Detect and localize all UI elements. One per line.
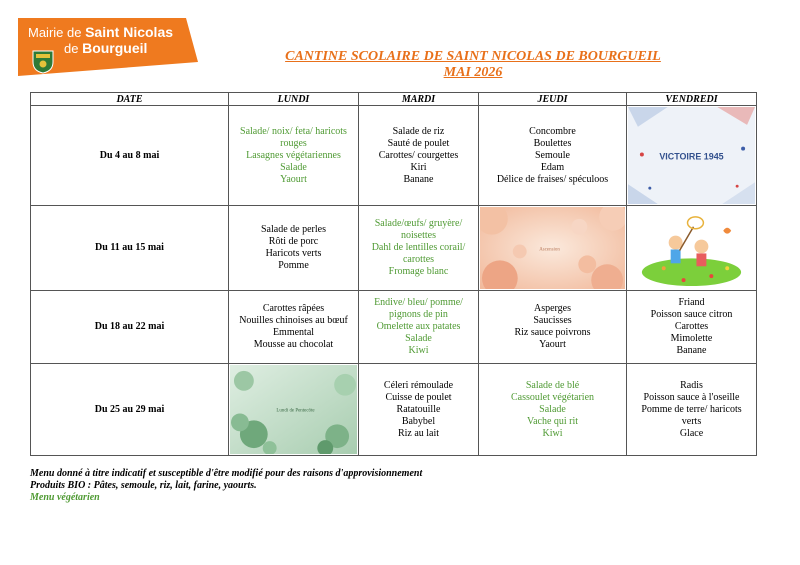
menu-item: rouges <box>280 137 307 149</box>
note-vegetarien: Menu végétarien <box>30 492 100 503</box>
menu-item: Salade <box>280 161 307 173</box>
menu-item: verts <box>681 415 702 427</box>
menu-item: carottes <box>402 254 435 265</box>
menu-item: Banane <box>676 345 707 356</box>
kids-image <box>627 206 757 291</box>
menu-item: Céleri rémoulade <box>383 379 454 391</box>
menu-cell-mardi <box>359 106 479 206</box>
menu-item: Saucisses <box>533 315 572 326</box>
header-mardi: MARDI <box>359 93 479 106</box>
table-row <box>31 364 757 456</box>
ascension-picture <box>480 207 625 289</box>
menu-item: Radis <box>680 379 703 391</box>
victoire-picture <box>628 107 755 204</box>
footer-notes <box>30 468 422 504</box>
week-date: Du 4 au 8 mai <box>31 106 229 206</box>
menu-cell-jeudi <box>479 364 627 456</box>
menu-cell-mardi <box>359 364 479 456</box>
victoire-caption: VICTOIRE 1945 <box>659 151 724 162</box>
menu-cell-lundi <box>229 291 359 364</box>
menu-item: Riz sauce poivrons <box>514 327 591 338</box>
menu-item: Boulettes <box>533 137 572 149</box>
menu-item: Poisson sauce à l'oseille <box>643 391 740 403</box>
menu-item: Salade/ noix/ feta/ haricots <box>240 125 347 137</box>
logo-line2-bold: Bourgueil <box>82 40 148 56</box>
menu-item: Mousse au chocolat <box>253 339 334 350</box>
logo-line2-prefix: de <box>64 41 79 56</box>
menu-item: Kiri <box>410 161 427 173</box>
ascension-caption: Ascension <box>539 247 560 253</box>
header-vendredi: VENDREDI <box>627 93 757 106</box>
menu-cell-lundi <box>229 206 359 291</box>
menu-cell-jeudi <box>479 106 627 206</box>
menu-item: Salade <box>405 333 432 344</box>
menu-item: Salade de blé <box>525 379 580 391</box>
menu-item: Endive/ bleu/ pomme/ <box>374 297 463 308</box>
menu-item: Sauté de poulet <box>387 137 450 149</box>
menu-item: noisettes <box>401 230 436 241</box>
menu-item: Salade de riz <box>392 125 445 137</box>
ascension-image <box>479 206 627 291</box>
menu-cell-vendredi <box>627 364 757 456</box>
menu-item: Riz au lait <box>397 427 440 439</box>
menu-table <box>30 92 757 456</box>
crest-icon <box>32 50 54 74</box>
menu-cell-mardi <box>359 291 479 364</box>
menu-item: Salade <box>539 403 566 415</box>
menu-item: Cuisse de poulet <box>385 391 452 403</box>
menu-item: Glace <box>679 427 704 439</box>
menu-item: Mimolette <box>670 333 713 344</box>
menu-item: Vache qui rit <box>526 415 579 427</box>
menu-item: Pomme <box>278 260 309 271</box>
week-date: Du 18 au 22 mai <box>31 291 229 364</box>
menu-item: Concombre <box>529 125 576 137</box>
menu-item: Kiwi <box>408 345 429 356</box>
table-row <box>31 206 757 291</box>
table-header-row <box>31 93 757 106</box>
menu-item: Dahl de lentilles corail/ <box>371 242 466 253</box>
week-date: Du 25 au 29 mai <box>31 364 229 456</box>
menu-item: Pomme de terre/ haricots <box>641 403 742 415</box>
menu-item: Omelette aux patates <box>376 321 461 332</box>
menu-item: Emmental <box>272 327 315 338</box>
menu-item: Salade de perles <box>261 224 326 235</box>
menu-item: Kiwi <box>542 427 563 439</box>
menu-item: Edam <box>540 161 565 173</box>
pentecote-image <box>229 364 359 456</box>
menu-item: Cassoulet végétarien <box>510 391 595 403</box>
page-title: CANTINE SCOLAIRE DE SAINT NICOLAS DE BOURGUEIL <box>285 49 661 64</box>
menu-item: Ratatouille <box>396 403 441 415</box>
menu-item: Carottes/ courgettes <box>378 149 459 161</box>
menu-item: Banane <box>403 173 434 185</box>
header-lundi: LUNDI <box>229 93 359 106</box>
menu-item: Semoule <box>535 149 570 161</box>
menu-item: pignons de pin <box>389 309 448 320</box>
header-jeudi: JEUDI <box>479 93 627 106</box>
menu-item: Yaourt <box>539 339 566 350</box>
menu-item: Haricots verts <box>265 248 322 259</box>
logo-line1-prefix: Mairie de <box>28 25 82 40</box>
menu-item: Fromage blanc <box>388 266 449 277</box>
menu-cell-lundi <box>229 106 359 206</box>
menu-cell-jeudi <box>479 291 627 364</box>
week-date: Du 11 au 15 mai <box>31 206 229 291</box>
pentecote-caption: Lundi de Pentecôte <box>276 408 315 414</box>
menu-item: Carottes râpées <box>262 303 325 314</box>
menu-item: Asperges <box>533 303 572 314</box>
page-subtitle: MAI 2026 <box>443 65 503 80</box>
logo-line1 <box>28 24 173 40</box>
menu-item: Lasagnes végétariennes <box>246 149 341 161</box>
table-row <box>31 291 757 364</box>
pentecote-picture <box>230 365 357 454</box>
menu-item: Babybel <box>401 415 436 427</box>
table-row <box>31 106 757 206</box>
menu-item: Délice de fraises/ spéculoos <box>496 173 609 185</box>
header-date: DATE <box>31 93 229 106</box>
menu-item: Salade/œufs/ gruyère/ <box>374 218 463 229</box>
menu-item: Nouilles chinoises au bœuf <box>239 315 348 326</box>
menu-item: Poisson sauce citron <box>650 309 733 320</box>
note-indicatif: Menu donné à titre indicatif et susceptible d'être modifié pour des raisons d'approvisionnement <box>30 468 423 479</box>
kids-playing-picture <box>628 207 755 289</box>
menu-item: Friand <box>678 297 705 308</box>
victoire-1945-image <box>627 106 757 206</box>
note-bio: Produits BIO : Pâtes, semoule, riz, lait, farine, yaourts. <box>30 480 257 491</box>
menu-cell-mardi <box>359 206 479 291</box>
menu-item: Yaourt <box>280 173 307 185</box>
menu-item: Carottes <box>674 321 709 332</box>
menu-item: Rôti de porc <box>268 236 319 247</box>
logo-line1-bold: Saint Nicolas <box>85 24 174 40</box>
menu-cell-vendredi <box>627 291 757 364</box>
